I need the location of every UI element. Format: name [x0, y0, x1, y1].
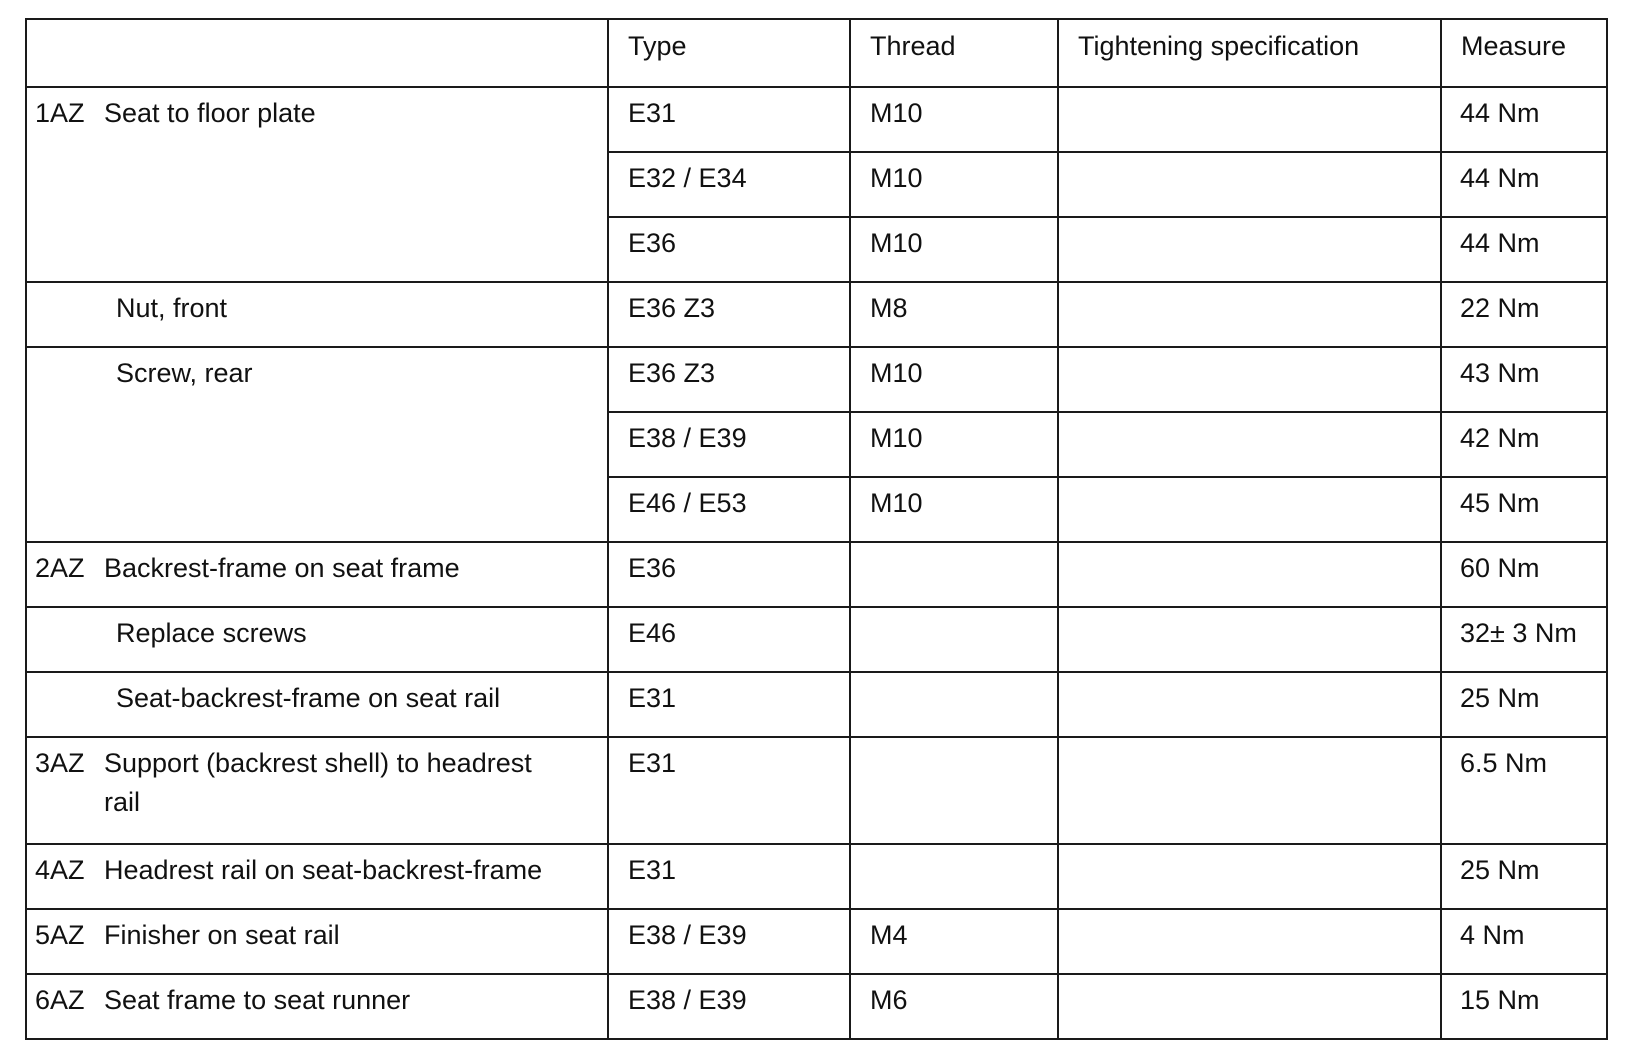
row-tightening: [1058, 607, 1441, 672]
table-row: [26, 672, 1607, 737]
table-row: [26, 844, 1607, 909]
row-description-text: Seat-backrest-frame on seat rail: [116, 683, 501, 713]
row-tightening: [1058, 844, 1441, 909]
row-thread: M4: [850, 909, 1058, 974]
row-measure: 32± 3 Nm: [1441, 607, 1607, 672]
row-description-continuation: rail: [104, 787, 141, 818]
header-type: Type: [608, 19, 850, 87]
row-type: E46: [608, 607, 850, 672]
row-code: 5AZ: [35, 920, 85, 950]
row-tightening: [1058, 152, 1441, 217]
row-type: E31: [608, 87, 850, 152]
header-thread: Thread: [850, 19, 1058, 87]
row-type: E38 / E39: [608, 974, 850, 1039]
row-type: E38 / E39: [608, 412, 850, 477]
row-type: E36: [608, 217, 850, 282]
row-code: 3AZ: [35, 748, 85, 778]
row-type: E31: [608, 737, 850, 844]
row-description: [26, 347, 608, 542]
row-thread: M10: [850, 347, 1058, 412]
row-code: 6AZ: [35, 985, 85, 1015]
row-measure: 15 Nm: [1441, 974, 1607, 1039]
row-description-text: Screw, rear: [116, 358, 253, 388]
row-measure: 45 Nm: [1441, 477, 1607, 542]
row-thread: M10: [850, 217, 1058, 282]
row-tightening: [1058, 477, 1441, 542]
table-header: [26, 19, 1607, 87]
row-tightening: [1058, 974, 1441, 1039]
row-measure: 25 Nm: [1441, 672, 1607, 737]
row-tightening: [1058, 217, 1441, 282]
row-type: E38 / E39: [608, 909, 850, 974]
row-thread: [850, 737, 1058, 844]
row-description: [26, 542, 608, 607]
header-description: [26, 19, 608, 87]
row-description: [26, 844, 608, 909]
row-description: [26, 737, 608, 844]
row-thread: M6: [850, 974, 1058, 1039]
row-type: E31: [608, 844, 850, 909]
table-row: [26, 607, 1607, 672]
row-type: E36 Z3: [608, 347, 850, 412]
row-tightening: [1058, 347, 1441, 412]
row-description-text: Seat frame to seat runner: [104, 985, 411, 1015]
table-row: [26, 909, 1607, 974]
row-tightening: [1058, 412, 1441, 477]
row-description-text: Replace screws: [116, 618, 307, 648]
row-description: [26, 909, 608, 974]
row-thread: [850, 607, 1058, 672]
torque-spec-table: [25, 18, 1608, 1040]
row-thread: [850, 542, 1058, 607]
header-tightening: Tightening specification: [1058, 19, 1441, 87]
row-description-text: Headrest rail on seat-backrest-frame: [104, 855, 543, 885]
row-tightening: [1058, 542, 1441, 607]
row-tightening: [1058, 737, 1441, 844]
row-description-text: Nut, front: [116, 293, 228, 323]
row-description: [26, 87, 608, 282]
row-type: E46 / E53: [608, 477, 850, 542]
row-measure: 44 Nm: [1441, 87, 1607, 152]
row-measure: 22 Nm: [1441, 282, 1607, 347]
row-description-text: Support (backrest shell) to headrest: [104, 748, 532, 778]
row-measure: 25 Nm: [1441, 844, 1607, 909]
table-row: [26, 974, 1607, 1039]
row-thread: M8: [850, 282, 1058, 347]
row-description-text: Seat to floor plate: [104, 98, 316, 128]
row-description-text: Finisher on seat rail: [104, 920, 340, 950]
row-measure: 43 Nm: [1441, 347, 1607, 412]
row-code: 1AZ: [35, 98, 85, 128]
row-description-text: Backrest-frame on seat frame: [104, 553, 460, 583]
row-thread: [850, 844, 1058, 909]
row-code: 4AZ: [35, 855, 85, 885]
row-type: E31: [608, 672, 850, 737]
table-row: [26, 347, 1607, 412]
row-tightening: [1058, 672, 1441, 737]
table-row: [26, 87, 1607, 152]
row-description: [26, 282, 608, 347]
row-code: 2AZ: [35, 553, 85, 583]
row-tightening: [1058, 87, 1441, 152]
row-description: [26, 974, 608, 1039]
row-measure: 60 Nm: [1441, 542, 1607, 607]
header-row: [26, 19, 1607, 87]
row-thread: M10: [850, 477, 1058, 542]
header-measure: Measure: [1441, 19, 1607, 87]
row-thread: [850, 672, 1058, 737]
row-measure: 6.5 Nm: [1441, 737, 1607, 844]
table-row: [26, 737, 1607, 844]
row-thread: M10: [850, 152, 1058, 217]
row-measure: 44 Nm: [1441, 152, 1607, 217]
row-tightening: [1058, 909, 1441, 974]
row-description: [26, 607, 608, 672]
row-measure: 42 Nm: [1441, 412, 1607, 477]
table-body: [26, 87, 1607, 1039]
table-row: [26, 542, 1607, 607]
row-measure: 4 Nm: [1441, 909, 1607, 974]
table-row: [26, 282, 1607, 347]
row-thread: M10: [850, 87, 1058, 152]
row-measure: 44 Nm: [1441, 217, 1607, 282]
row-type: E32 / E34: [608, 152, 850, 217]
row-tightening: [1058, 282, 1441, 347]
row-type: E36 Z3: [608, 282, 850, 347]
row-type: E36: [608, 542, 850, 607]
row-thread: M10: [850, 412, 1058, 477]
row-description: [26, 672, 608, 737]
